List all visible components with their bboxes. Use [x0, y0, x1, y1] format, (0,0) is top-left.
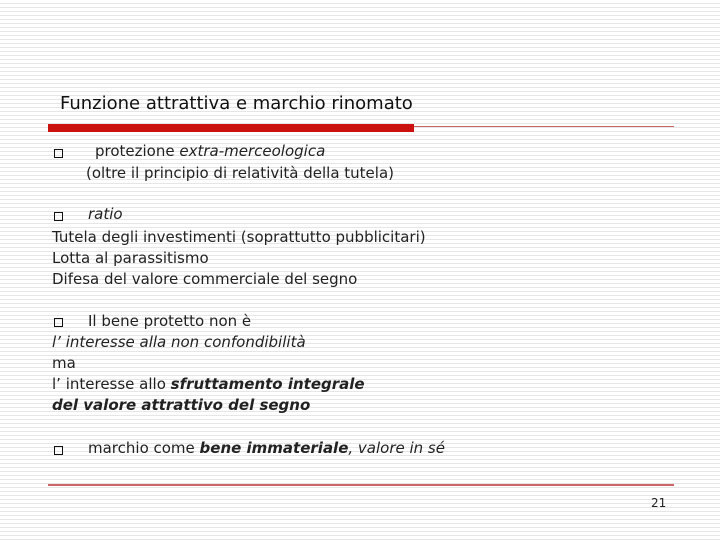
bullet-3-line-1: Il bene protetto non è [88, 312, 252, 330]
bullet-2-label: ratio [88, 205, 123, 223]
bullet-4-suffix: , valore in sé [348, 439, 445, 457]
square-bullet-icon [54, 149, 63, 158]
bullet-1-lead: protezione [95, 142, 180, 160]
bullet-3-line-2: l’ interesse alla non confondibilità [52, 333, 306, 351]
bullet-4-emphasis: bene immateriale [199, 439, 349, 457]
square-bullet-icon [54, 212, 63, 221]
bullet-2-line-3: Difesa del valore commerciale del segno [52, 270, 358, 288]
title-underline-red [48, 124, 414, 132]
bullet-1-line-2: (oltre il principio di relatività della tutela) [86, 164, 394, 182]
slide-title: Funzione attrattiva e marchio rinomato [60, 93, 413, 114]
bullet-3-line-3: ma [52, 354, 76, 372]
bullet-2-line-2: Lotta al parassitismo [52, 249, 209, 267]
page-number: 21 [651, 496, 667, 510]
bullet-4-prefix: marchio come [88, 439, 200, 457]
bullet-1-italic: extra-merceologica [179, 142, 326, 160]
bullet-3-line-4-emphasis: sfruttamento integrale [170, 375, 365, 393]
bullet-3-line-4-prefix: l’ interesse allo [52, 375, 171, 393]
bullet-3-line-5: del valore attrattivo del segno [52, 396, 311, 414]
square-bullet-icon [54, 318, 63, 327]
square-bullet-icon [54, 446, 63, 455]
bullet-3-line-4 [52, 375, 365, 393]
title-underline-thin [414, 126, 674, 127]
footer-rule [48, 484, 674, 486]
bullet-2-line-1: Tutela degli investimenti (soprattutto pubblicitari) [52, 228, 426, 246]
bullet-1-line-1 [95, 142, 325, 160]
bullet-4-line [88, 439, 445, 457]
